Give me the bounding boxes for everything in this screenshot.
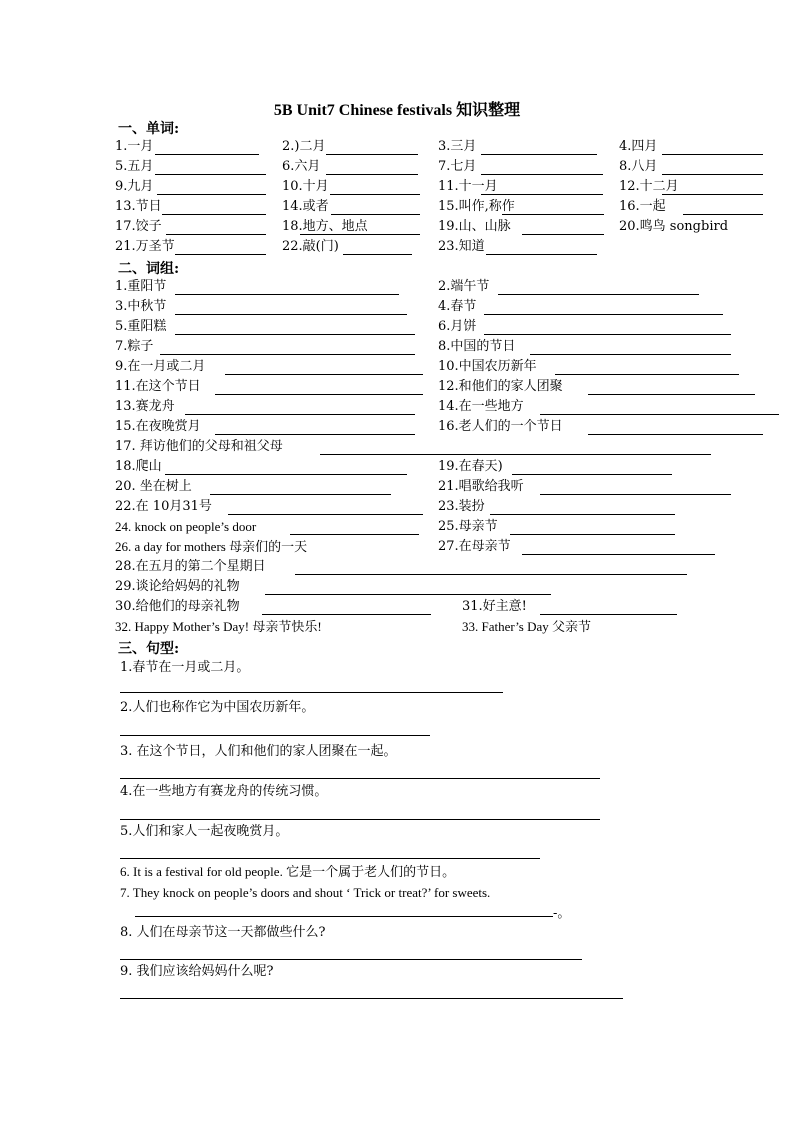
word-answer-line[interactable] [157,194,266,195]
word-answer-line[interactable] [481,174,603,175]
word-item: 20.鸣鸟 songbird [619,219,729,234]
phrase-answer-line[interactable] [588,434,763,435]
phrase-item: 33. Father’s Day 父亲节 [462,619,592,634]
word-item: 15.叫作,称作 [438,199,515,214]
phrase-item: 17. 拜访他们的父母和祖父母 [115,439,283,454]
phrase-answer-line[interactable] [185,414,415,415]
phrase-item: 3.中秋节 [115,299,167,314]
sentence-prompt: 7. They knock on people’s doors and shout ‘ Trick or treat?’ for sweets. [120,885,491,900]
phrase-item: 23.装扮 [438,499,485,514]
phrase-item: 32. Happy Mother’s Day! 母亲节快乐! [115,619,322,634]
sentence-answer-line[interactable] [120,819,600,820]
phrase-answer-line[interactable] [510,534,675,535]
sentence-answer-line[interactable] [120,778,600,779]
word-item: 19.山、山脉 [438,219,511,234]
sentence-prompt: 9. 我们应该给妈妈什么呢? [120,964,274,979]
word-item: 18.地方、地点 [282,219,368,234]
phrase-item: 25.母亲节 [438,519,498,534]
phrase-answer-line[interactable] [175,314,407,315]
phrase-answer-line[interactable] [295,574,687,575]
phrase-item: 29.谈论给妈妈的礼物 [115,579,240,594]
phrase-answer-line[interactable] [165,474,407,475]
phrase-item: 20. 坐在树上 [115,479,192,494]
word-item: 22.敲(门) [282,239,339,254]
phrase-answer-line[interactable] [160,354,415,355]
word-answer-line[interactable] [166,234,266,235]
phrase-answer-line[interactable] [210,494,391,495]
sentence-answer-line[interactable] [120,858,540,859]
phrase-answer-line[interactable] [175,334,415,335]
sentence-prompt: 1.春节在一月或二月。 [120,660,250,675]
word-item: 23.知道 [438,239,485,254]
word-answer-line[interactable] [155,174,266,175]
phrase-answer-line[interactable] [484,314,723,315]
sentence-answer-line[interactable] [120,692,503,693]
phrase-answer-line[interactable] [540,494,731,495]
sentence-prompt: 5.人们和家人一起夜晚赏月。 [120,824,289,839]
phrase-item: 24. knock on people’s door [115,519,257,534]
phrase-item: 28.在五月的第二个星期日 [115,559,266,574]
word-answer-line[interactable] [331,214,420,215]
phrase-answer-line[interactable] [320,454,711,455]
word-answer-line[interactable] [300,234,420,235]
phrase-item: 21.唱歌给我听 [438,479,524,494]
section-heading-phrases: 二、词组: [118,261,180,277]
word-answer-line[interactable] [683,214,763,215]
phrase-item: 27.在母亲节 [438,539,511,554]
phrase-item: 1.重阳节 [115,279,167,294]
phrase-item: 31.好主意! [462,599,527,614]
phrase-answer-line[interactable] [225,374,423,375]
page-title: 5B Unit7 Chinese festivals 知识整理 [273,102,521,119]
phrase-answer-line[interactable] [484,334,731,335]
phrase-answer-line[interactable] [540,414,779,415]
word-item: 14.或者 [282,199,329,214]
phrase-answer-line[interactable] [175,294,399,295]
word-item: 3.三月 [438,139,477,154]
phrase-item: 13.赛龙舟 [115,399,175,414]
sentence-prompt: 4.在一些地方有赛龙舟的传统习惯。 [120,784,328,799]
phrase-item: 18.爬山 [115,459,162,474]
phrase-item: 26. a day for mothers 母亲们的一天 [115,539,308,554]
sentence-answer-line[interactable] [135,916,553,917]
phrase-answer-line[interactable] [228,514,423,515]
phrase-answer-line[interactable] [522,554,715,555]
section-heading-sentences: 三、句型: [118,641,180,657]
word-answer-line[interactable] [662,154,763,155]
phrase-item: 2.端午节 [438,279,490,294]
word-answer-line[interactable] [522,234,604,235]
phrase-item: 22.在 10月31号 [115,499,212,514]
word-item: 13.节日 [115,199,162,214]
word-item: 12.十二月 [619,179,679,194]
phrase-item: 8.中国的节日 [438,339,516,354]
word-answer-line[interactable] [662,174,763,175]
phrase-answer-line[interactable] [215,434,415,435]
word-item: 17.饺子 [115,219,162,234]
sentence-prompt: 2.人们也称作它为中国农历新年。 [120,700,315,715]
word-answer-line[interactable] [155,154,259,155]
phrase-item: 4.春节 [438,299,477,314]
phrase-item: 30.给他们的母亲礼物 [115,599,240,614]
phrase-answer-line[interactable] [498,294,699,295]
word-answer-line[interactable] [662,194,763,195]
sentence-answer-line[interactable] [120,959,582,960]
word-item: 4.四月 [619,139,658,154]
phrase-answer-line[interactable] [215,394,423,395]
word-answer-line[interactable] [326,154,418,155]
word-item: 5.五月 [115,159,154,174]
sentence-answer-line[interactable] [120,998,623,999]
phrase-item: 7.粽子 [115,339,154,354]
phrase-answer-line[interactable] [512,474,672,475]
phrase-item: 5.重阳糕 [115,319,167,334]
sentence-prompt: 8. 人们在母亲节这一天都做些什么? [120,925,326,940]
word-item: 9.九月 [115,179,154,194]
word-item: 7.七月 [438,159,477,174]
word-answer-line[interactable] [481,194,603,195]
phrase-item: 14.在一些地方 [438,399,524,414]
phrase-item: 15.在夜晚赏月 [115,419,201,434]
word-item: 1.一月 [115,139,154,154]
phrase-answer-line[interactable] [555,374,739,375]
word-item: 16.一起 [619,199,666,214]
word-item: 2.)二月 [282,139,326,154]
word-item: 21.万圣节 [115,239,175,254]
word-item: 6.六月 [282,159,321,174]
phrase-answer-line[interactable] [265,594,551,595]
sentence-end-mark: -。 [553,906,571,921]
sentence-prompt: 3. 在这个节日，人们和他们的家人团聚在一起。 [120,744,397,759]
word-answer-line[interactable] [502,214,604,215]
sentence-answer-line[interactable] [120,735,430,736]
phrase-answer-line[interactable] [262,614,431,615]
phrase-item: 9.在一月或二月 [115,359,206,374]
word-item: 11.十一月 [438,179,498,194]
word-answer-line[interactable] [162,214,266,215]
phrase-item: 6.月饼 [438,319,477,334]
phrase-answer-line[interactable] [540,614,677,615]
phrase-item: 11.在这个节日 [115,379,201,394]
phrase-answer-line[interactable] [588,394,755,395]
phrase-answer-line[interactable] [530,354,731,355]
sentence-prompt: 6. It is a festival for old people. 它是一个属于老人们的节日。 [120,864,456,879]
phrase-answer-line[interactable] [490,514,675,515]
word-answer-line[interactable] [481,154,597,155]
phrase-item: 19.在春天) [438,459,503,474]
word-answer-line[interactable] [343,254,412,255]
phrase-answer-line[interactable] [290,534,419,535]
word-item: 10.十月 [282,179,329,194]
phrase-item: 16.老人们的一个节日 [438,419,563,434]
phrase-item: 12.和他们的家人团聚 [438,379,563,394]
word-answer-line[interactable] [330,194,420,195]
word-item: 8.八月 [619,159,658,174]
word-answer-line[interactable] [326,174,418,175]
word-answer-line[interactable] [486,254,597,255]
phrase-item: 10.中国农历新年 [438,359,537,374]
word-answer-line[interactable] [175,254,266,255]
section-heading-words: 一、单词: [118,121,180,137]
